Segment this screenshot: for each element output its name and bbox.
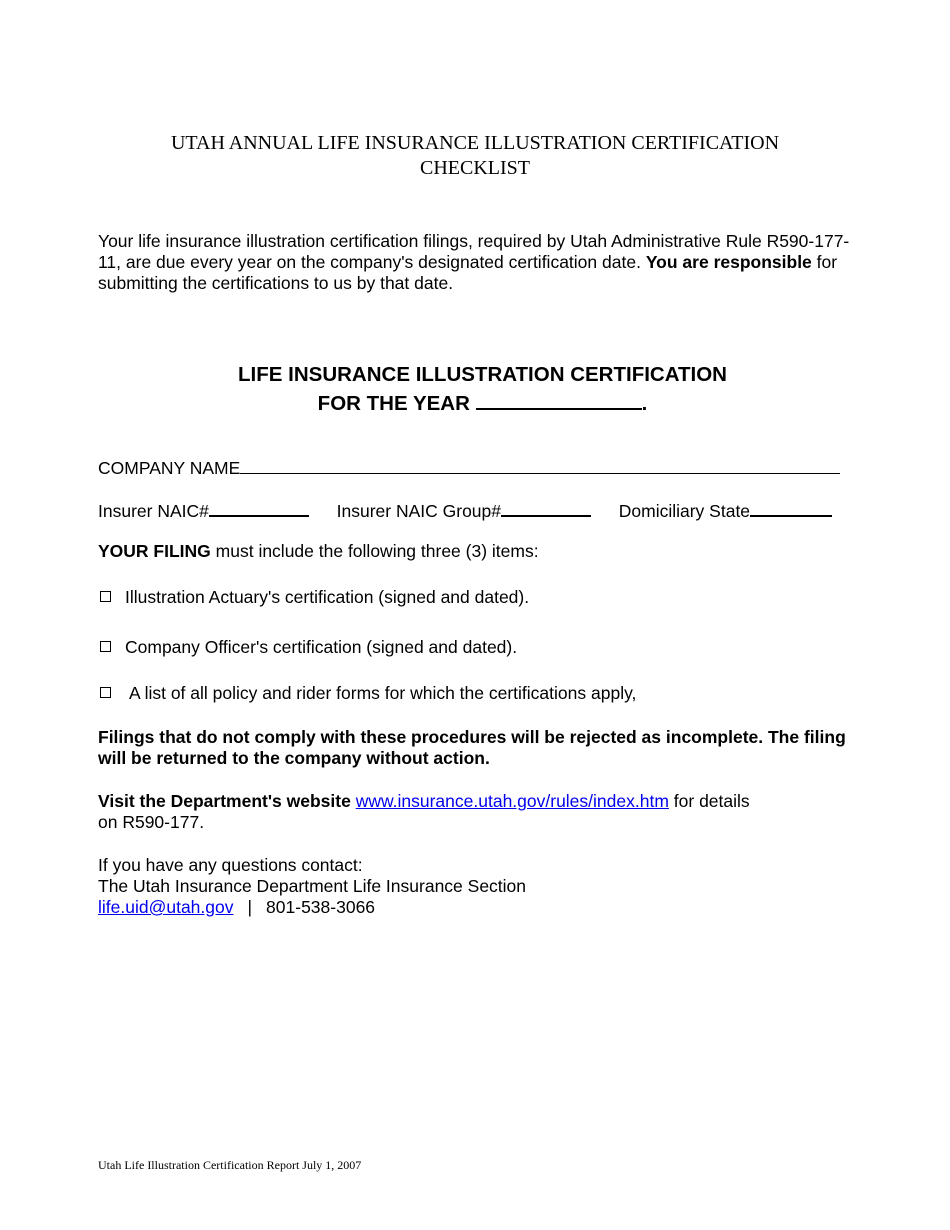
contact-phone: 801-538-3066 <box>266 897 376 917</box>
insurer-info-row <box>98 499 858 522</box>
rejection-warning: Filings that do not comply with these procedures will be rejected as incomplete. The filing will be returned to the company without action. <box>98 727 846 768</box>
checklist-item-label: Illustration Actuary's certification (signed and dated). <box>125 587 530 607</box>
heading-period: . <box>641 392 648 415</box>
title-line-2: CHECKLIST <box>420 157 530 179</box>
checkbox[interactable] <box>100 641 111 652</box>
email-link[interactable]: life.uid@utah.gov <box>98 897 234 917</box>
title-line-1: UTAH ANNUAL LIFE INSURANCE ILLUSTRATION CERTIFICATION <box>170 132 780 154</box>
heading-year-label: FOR THE YEAR <box>317 392 470 415</box>
contact-line <box>98 897 798 918</box>
checklist-item <box>98 683 636 704</box>
domiciliary-state-label: Domiciliary State <box>618 501 751 521</box>
intro-bold: You are responsible <box>645 252 812 272</box>
checkbox[interactable] <box>100 591 111 602</box>
checklist-item-label: A list of all policy and rider forms for which the certifications apply, <box>129 683 637 703</box>
filing-text: must include the following three (3) items: <box>215 541 539 561</box>
company-name-row <box>98 456 840 479</box>
checklist-item <box>98 587 529 608</box>
website-line-1 <box>98 791 868 812</box>
naic-group-label: Insurer NAIC Group# <box>336 501 501 521</box>
checkbox[interactable] <box>100 687 111 698</box>
naic-group-field[interactable] <box>501 499 591 517</box>
rules-website-link[interactable]: www.insurance.utah.gov/rules/index.htm <box>355 791 669 811</box>
contact-separator: | <box>247 897 253 917</box>
contact-block <box>98 855 798 918</box>
checklist-item-label: Company Officer's certification (signed and dated). <box>125 637 518 657</box>
heading-line-2 <box>0 388 950 417</box>
filing-requirement <box>98 541 539 562</box>
company-name-label: COMPANY NAME <box>98 458 241 478</box>
naic-field[interactable] <box>209 499 309 517</box>
heading-line-1: LIFE INSURANCE ILLUSTRATION CERTIFICATION <box>238 363 727 386</box>
website-text-after: for details <box>673 791 750 811</box>
website-line-2: on R590-177. <box>98 812 205 832</box>
website-paragraph <box>98 791 868 833</box>
naic-label: Insurer NAIC# <box>98 501 209 521</box>
document-title <box>0 131 950 181</box>
company-name-field[interactable] <box>240 456 840 474</box>
intro-text-2: for submitting the certifications to us by that date. <box>98 252 838 293</box>
checklist-item <box>98 637 517 658</box>
contact-department: The Utah Insurance Department Life Insurance Section <box>98 876 527 896</box>
domiciliary-state-field[interactable] <box>750 499 832 517</box>
year-blank[interactable] <box>476 388 642 410</box>
contact-intro: If you have any questions contact: <box>98 855 363 875</box>
intro-paragraph <box>98 231 868 294</box>
website-bold: Visit the Department's website <box>98 791 351 811</box>
intro-text-1: Your life insurance illustration certification filings, required by Utah Administrative Rule R590-177-11, are due every year on the company's designated certification date. <box>98 231 850 272</box>
certification-heading <box>0 362 950 417</box>
filing-bold: YOUR FILING <box>98 541 211 561</box>
page-footer: Utah Life Illustration Certification Report July 1, 2007 <box>98 1158 362 1172</box>
